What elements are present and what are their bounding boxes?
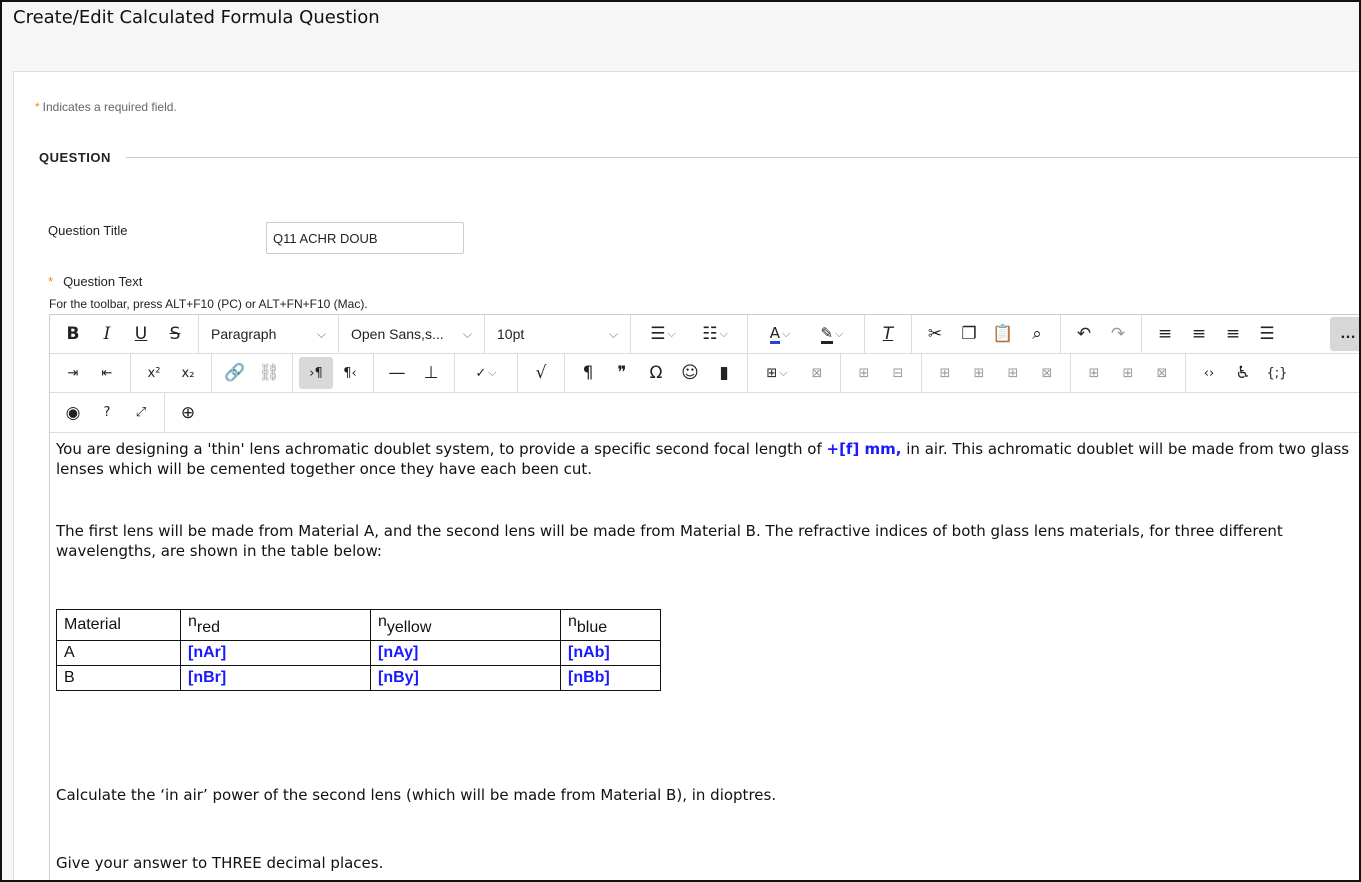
preview-button[interactable] bbox=[56, 397, 90, 429]
ltr-icon: ›¶ bbox=[309, 365, 323, 381]
chevron-down-icon: ⌵ bbox=[462, 326, 472, 341]
toolbar-group-align bbox=[1142, 315, 1290, 353]
chevron-down-icon: ⌵ bbox=[779, 366, 788, 379]
intro-text-b: in air. This achromatic doublet will be made from two glass lenses which will be cemented together once they have each been cut. bbox=[56, 440, 1350, 478]
rtl-button[interactable] bbox=[333, 357, 367, 389]
focal-length-variable: +[f] mm, bbox=[826, 440, 902, 458]
numbered-list-icon: ☷ bbox=[702, 324, 718, 344]
indent-button[interactable] bbox=[56, 357, 90, 389]
chevron-down-icon: ⌵ bbox=[667, 327, 676, 340]
pilcrow-icon: ¶ bbox=[582, 363, 594, 383]
subscript-blue: blue bbox=[576, 619, 608, 636]
delete-table-button[interactable] bbox=[800, 357, 834, 389]
insert-anchor-icon: ⊥ bbox=[423, 363, 439, 383]
horizontal-line-button[interactable] bbox=[380, 357, 414, 389]
table-header-row bbox=[57, 610, 661, 641]
paragraph-materials: The first lens will be made from Material A, and the second lens will be made from Material B. The refractive indices of both glass lens materials, for three different wavelengths, are shown in the table below: bbox=[56, 522, 1283, 560]
n-symbol: n bbox=[568, 613, 577, 630]
toolbar-group-indent bbox=[50, 354, 131, 392]
clipboard-icon: 📋 bbox=[992, 324, 1014, 344]
table-cell-red: [nAr] bbox=[181, 641, 371, 666]
align-left-icon: ≡ bbox=[1157, 324, 1173, 344]
help-button[interactable] bbox=[90, 397, 124, 429]
table-cell-yellow: [nBy] bbox=[371, 666, 561, 691]
braces-icon: {;} bbox=[1266, 365, 1288, 381]
delete-row-icon: ⊠ bbox=[1041, 365, 1053, 381]
section-heading: QUESTION bbox=[39, 150, 111, 165]
paragraph-precision: Give your answer to THREE decimal places. bbox=[56, 854, 384, 872]
chevron-down-icon: ⌵ bbox=[719, 327, 728, 340]
chevron-down-icon: ⌵ bbox=[316, 326, 326, 341]
toolbar-group-add bbox=[165, 393, 211, 432]
align-left-button[interactable] bbox=[1148, 318, 1182, 350]
required-note bbox=[35, 100, 177, 114]
question-title-input[interactable] bbox=[266, 222, 464, 254]
toolbar-hint: For the toolbar, press ALT+F10 (PC) or ALT+FN+F10 (Mac). bbox=[49, 297, 368, 311]
horizontal-line-icon: — bbox=[388, 363, 406, 383]
superscript-icon: x² bbox=[147, 365, 161, 381]
scissors-icon: ✂ bbox=[927, 324, 943, 344]
remove-link-button[interactable] bbox=[252, 357, 286, 389]
bookmark-button[interactable] bbox=[707, 357, 741, 389]
square-root-icon: √ bbox=[535, 363, 547, 383]
table-cell-material: B bbox=[57, 666, 181, 691]
highlighter-icon: ✎ bbox=[820, 323, 834, 342]
accessibility-button[interactable] bbox=[1226, 357, 1260, 389]
redo-button[interactable] bbox=[1101, 318, 1135, 350]
unlink-icon: ⛓ bbox=[258, 363, 280, 383]
special-char-button[interactable] bbox=[639, 357, 673, 389]
n-symbol: n bbox=[188, 613, 197, 630]
question-title-label: Question Title bbox=[48, 223, 128, 238]
table-button[interactable] bbox=[754, 357, 800, 389]
toolbar-group-script bbox=[131, 354, 212, 392]
delete-col-button[interactable] bbox=[1145, 357, 1179, 389]
italic-button[interactable]: I bbox=[103, 324, 111, 344]
text-color-button[interactable] bbox=[754, 318, 806, 350]
toolbar-group-table bbox=[748, 354, 841, 392]
toolbar-group-direction bbox=[293, 354, 374, 392]
insert-col-after-icon: ⊞ bbox=[1122, 365, 1134, 381]
align-justify-button[interactable] bbox=[1250, 318, 1284, 350]
block-format-dropdown[interactable] bbox=[205, 318, 332, 350]
math-button[interactable] bbox=[524, 357, 558, 389]
link-icon: 🔗 bbox=[224, 363, 246, 383]
insert-row-after-button[interactable] bbox=[996, 357, 1030, 389]
accessibility-icon: ♿ bbox=[1235, 363, 1251, 383]
highlight-color-button[interactable] bbox=[806, 318, 858, 350]
row-props-button[interactable] bbox=[928, 357, 962, 389]
quote-icon: ❞ bbox=[617, 363, 627, 383]
anchor-button[interactable] bbox=[414, 357, 448, 389]
insert-link-button[interactable] bbox=[218, 357, 252, 389]
spellcheck-icon: ✓ bbox=[475, 365, 487, 381]
fullscreen-button[interactable] bbox=[124, 397, 158, 429]
delete-row-button[interactable] bbox=[1030, 357, 1064, 389]
find-button[interactable] bbox=[1020, 318, 1054, 350]
spellcheck-button[interactable] bbox=[461, 357, 511, 389]
insert-col-before-button[interactable] bbox=[1077, 357, 1111, 389]
redo-icon: ↷ bbox=[1110, 324, 1126, 344]
copy-button[interactable] bbox=[952, 318, 986, 350]
blockquote-button[interactable] bbox=[605, 357, 639, 389]
table-row bbox=[57, 666, 661, 691]
font-size-dropdown[interactable] bbox=[491, 318, 624, 350]
insert-row-before-button[interactable] bbox=[962, 357, 996, 389]
paragraph-intro bbox=[56, 439, 1356, 479]
source-code-button[interactable] bbox=[1192, 357, 1226, 389]
toolbar-group-clipboard bbox=[912, 315, 1061, 353]
table-cell-yellow: [nAy] bbox=[371, 641, 561, 666]
table-cell-blue: [nAb] bbox=[561, 641, 661, 666]
add-content-button[interactable] bbox=[171, 397, 205, 429]
help-icon: ? bbox=[103, 405, 111, 420]
page-title: Create/Edit Calculated Formula Question bbox=[13, 7, 380, 28]
undo-icon: ↶ bbox=[1076, 324, 1092, 344]
subscript-yellow: yellow bbox=[386, 619, 432, 636]
font-family-value: Open Sans,s... bbox=[351, 326, 444, 342]
paste-button[interactable] bbox=[986, 318, 1020, 350]
toolbar-group-block bbox=[199, 315, 339, 353]
superscript-button[interactable] bbox=[137, 357, 171, 389]
insert-col-after-button[interactable] bbox=[1111, 357, 1145, 389]
outdent-icon: ⇤ bbox=[101, 365, 113, 381]
smiley-icon: ☺ bbox=[681, 363, 699, 383]
emoticon-button[interactable] bbox=[673, 357, 707, 389]
toolbar-group-colors bbox=[748, 315, 865, 353]
row-icon: ⊞ bbox=[939, 365, 951, 381]
text-color-icon: A bbox=[769, 323, 780, 342]
rtl-icon: ¶‹ bbox=[343, 365, 357, 381]
toolbar-group-clear bbox=[865, 315, 912, 353]
merge-cells-button[interactable] bbox=[881, 357, 915, 389]
toolbar-group-misc bbox=[1186, 354, 1300, 392]
align-right-button[interactable] bbox=[1216, 318, 1250, 350]
toolbar-group-size bbox=[485, 315, 631, 353]
table-cell-blue: [nBb] bbox=[561, 666, 661, 691]
align-center-button[interactable] bbox=[1182, 318, 1216, 350]
toolbar-group-math bbox=[518, 354, 565, 392]
paragraph-task: Calculate the ‘in air’ power of the second lens (which will be made from Material B), in dioptres. bbox=[56, 786, 777, 804]
toolbar-group-table-cols bbox=[1071, 354, 1186, 392]
omega-icon: Ω bbox=[649, 363, 663, 383]
required-star-icon: * bbox=[35, 100, 40, 114]
table-cell-material: A bbox=[57, 641, 181, 666]
section-divider bbox=[126, 157, 1361, 158]
toolbar-group-lists bbox=[631, 315, 748, 353]
font-size-value: 10pt bbox=[497, 326, 525, 342]
header-n-blue bbox=[561, 610, 661, 641]
toolbar-group-text-style bbox=[50, 315, 199, 353]
align-justify-icon: ☰ bbox=[1259, 324, 1275, 344]
bookmark-icon: ▮ bbox=[719, 363, 729, 383]
bullet-list-button[interactable] bbox=[637, 318, 689, 350]
toolbar-group-insert bbox=[374, 354, 455, 392]
numbered-list-button[interactable] bbox=[689, 318, 741, 350]
insert-row-before-icon: ⊞ bbox=[973, 365, 985, 381]
show-blocks-button[interactable] bbox=[571, 357, 605, 389]
n-symbol: n bbox=[378, 613, 387, 630]
undo-button[interactable] bbox=[1067, 318, 1101, 350]
subscript-button[interactable] bbox=[171, 357, 205, 389]
toolbar-group-table-cells bbox=[841, 354, 922, 392]
insert-col-before-icon: ⊞ bbox=[1088, 365, 1100, 381]
toolbar-group-links bbox=[212, 354, 293, 392]
question-text-label bbox=[48, 274, 142, 289]
header-n-red bbox=[181, 610, 371, 641]
toolbar-group-symbols bbox=[565, 354, 748, 392]
subscript-icon: x₂ bbox=[181, 365, 195, 381]
table-row bbox=[57, 641, 661, 666]
indent-icon: ⇥ bbox=[67, 365, 79, 381]
toolbar-row-1 bbox=[50, 315, 1361, 354]
font-family-dropdown[interactable] bbox=[345, 318, 478, 350]
toolbar-row-2 bbox=[50, 354, 1361, 393]
question-text-label-text: Question Text bbox=[63, 274, 143, 289]
underline-button[interactable]: U bbox=[134, 324, 148, 344]
cell-props-button[interactable] bbox=[847, 357, 881, 389]
toolbar-group-history bbox=[1061, 315, 1142, 353]
editor-body bbox=[56, 439, 1356, 882]
ltr-button[interactable] bbox=[299, 357, 333, 389]
align-center-icon: ≡ bbox=[1191, 324, 1207, 344]
clear-formatting-button[interactable]: T bbox=[882, 324, 894, 344]
search-icon: ⌕ bbox=[1032, 324, 1042, 344]
chevron-down-icon: ⌵ bbox=[835, 327, 844, 340]
table-icon: ⊞ bbox=[766, 365, 778, 381]
align-right-icon: ≡ bbox=[1225, 324, 1241, 344]
chevron-down-icon: ⌵ bbox=[488, 366, 497, 379]
cut-button[interactable] bbox=[918, 318, 952, 350]
code-icon: ‹› bbox=[1203, 365, 1215, 381]
header-n-yellow bbox=[371, 610, 561, 641]
delete-col-icon: ⊠ bbox=[1156, 365, 1168, 381]
chevron-down-icon: ⌵ bbox=[608, 326, 618, 341]
required-star-icon: * bbox=[48, 274, 54, 289]
chevron-down-icon: ⌵ bbox=[781, 327, 791, 340]
eye-icon: ◉ bbox=[65, 402, 81, 423]
toolbar-row-3 bbox=[50, 393, 1361, 432]
toolbar-group-view bbox=[50, 393, 165, 432]
toolbar-group-spell bbox=[455, 354, 518, 392]
required-note-text: Indicates a required field. bbox=[42, 100, 177, 114]
bold-button[interactable]: B bbox=[66, 324, 80, 344]
form-panel bbox=[13, 71, 1361, 882]
editor-content[interactable] bbox=[50, 432, 1361, 882]
copy-icon: ❐ bbox=[961, 324, 977, 344]
toolbar-group-table-rows bbox=[922, 354, 1071, 392]
strikethrough-button[interactable]: S bbox=[169, 324, 181, 344]
header-material: Material bbox=[57, 610, 181, 641]
delete-table-icon: ⊠ bbox=[811, 365, 823, 381]
plus-circle-icon: ⊕ bbox=[180, 402, 196, 423]
merge-icon: ⊟ bbox=[892, 365, 904, 381]
variable-button[interactable] bbox=[1260, 357, 1294, 389]
insert-row-after-icon: ⊞ bbox=[1007, 365, 1019, 381]
toolbar-group-font bbox=[339, 315, 485, 353]
subscript-red: red bbox=[196, 619, 221, 636]
cell-icon: ⊞ bbox=[858, 365, 870, 381]
bullet-list-icon: ☰ bbox=[650, 324, 666, 344]
block-format-value: Paragraph bbox=[211, 326, 277, 342]
table-cell-red: [nBr] bbox=[181, 666, 371, 691]
rich-text-editor bbox=[49, 314, 1361, 882]
more-options-button[interactable]: … bbox=[1330, 317, 1361, 351]
outdent-button[interactable] bbox=[90, 357, 124, 389]
refractive-index-table bbox=[56, 609, 661, 691]
fullscreen-icon: ⤢ bbox=[135, 405, 147, 420]
intro-text-a: You are designing a 'thin' lens achromatic doublet system, to provide a specific second focal length of bbox=[56, 440, 827, 458]
